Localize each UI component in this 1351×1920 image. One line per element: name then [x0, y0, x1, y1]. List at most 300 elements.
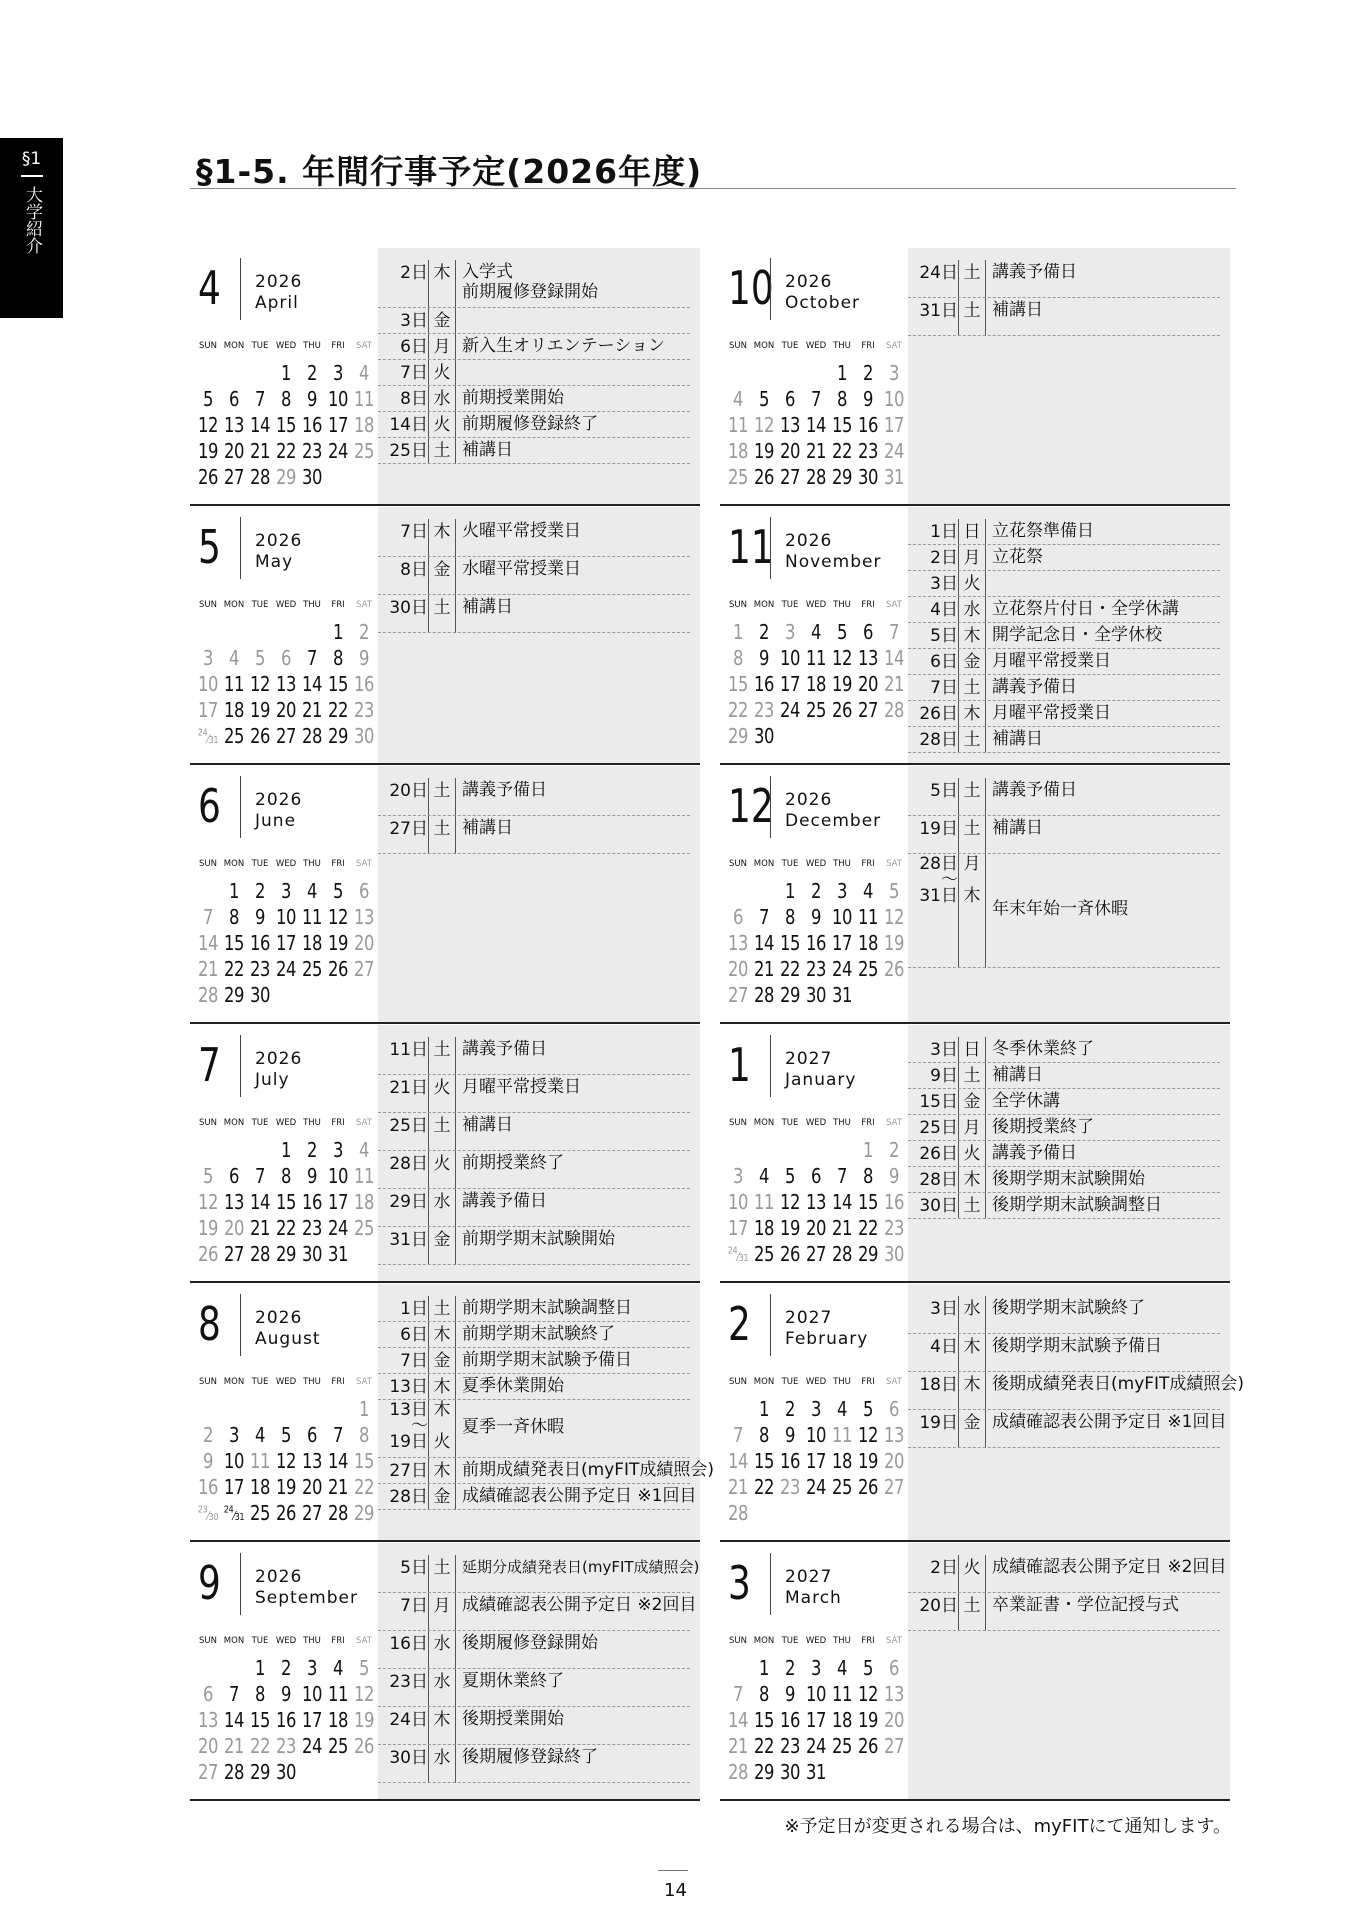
- calendar-day: 18: [831, 1449, 853, 1473]
- calendar-day: 11: [727, 413, 749, 437]
- weekday-label: SUN: [199, 1377, 217, 1387]
- calendar-day: 20: [223, 439, 245, 463]
- calendar-day: 5: [254, 646, 266, 670]
- calendar-day: 14: [727, 1708, 749, 1732]
- calendar-day: 8: [758, 1682, 770, 1706]
- calendar-day: 4: [836, 1656, 848, 1680]
- calendar-day: 30: [301, 465, 323, 489]
- calendar-day: 27: [197, 1760, 219, 1784]
- event-text: 講義予備日: [992, 780, 1077, 800]
- event-row: [908, 571, 1230, 597]
- calendar-day: 8: [784, 905, 796, 929]
- weekday-label: FRI: [861, 1636, 875, 1646]
- calendar-day: 14: [753, 931, 775, 955]
- calendar-day: 19: [353, 1708, 375, 1732]
- weekday-label: MON: [223, 1636, 245, 1646]
- event-date: 1日: [930, 522, 958, 542]
- event-date: 16日: [389, 1634, 428, 1654]
- event-weekday: 火: [958, 571, 986, 597]
- month-block-october: [720, 248, 1230, 506]
- event-divider: [908, 335, 1220, 336]
- event-row: [378, 519, 700, 557]
- weekday-label: FRI: [861, 1377, 875, 1387]
- month-divider: [770, 776, 771, 838]
- calendar-day: 7: [836, 1164, 848, 1188]
- month-divider: [240, 1294, 241, 1356]
- calendar-day: 12: [857, 1682, 879, 1706]
- event-row: [378, 1348, 700, 1374]
- calendar-day: $^{24}$⁄31: [727, 1245, 749, 1264]
- event-weekday: 金: [428, 1484, 456, 1510]
- event-text: 前期学期末試験予備日: [462, 1350, 632, 1370]
- calendar-day: 5: [332, 879, 344, 903]
- event-weekday: 火: [428, 412, 456, 438]
- event-date: 3日: [930, 1299, 958, 1319]
- event-weekday: 木: [428, 519, 456, 557]
- calendar-day: 19: [249, 698, 271, 722]
- weekday-label: SAT: [356, 1636, 372, 1646]
- event-date: 24日: [919, 263, 958, 283]
- event-row: [908, 727, 1230, 753]
- calendar-day: 9: [810, 905, 822, 929]
- weekday-label: FRI: [331, 600, 345, 610]
- calendar-day: 20: [805, 1216, 827, 1240]
- weekday-label: FRI: [331, 859, 345, 869]
- event-text: 延期分成績発表日(myFIT成績照会): [462, 1558, 700, 1576]
- weekday-label: FRI: [331, 1118, 345, 1128]
- event-weekday: 木: [958, 1372, 986, 1410]
- event-weekday: 火: [428, 360, 456, 386]
- calendar-day: 26: [353, 1734, 375, 1758]
- weekday-label: SAT: [886, 859, 902, 869]
- event-date: 27日: [389, 1461, 428, 1481]
- weekday-label: TUE: [781, 1118, 799, 1128]
- calendar-day: 10: [197, 672, 219, 696]
- event-text: 後期授業終了: [992, 1117, 1094, 1137]
- event-date: 26日: [919, 1144, 958, 1164]
- event-weekday: 土: [428, 778, 456, 816]
- event-weekday: 木 火: [428, 1400, 456, 1458]
- event-weekday: 土: [958, 816, 986, 854]
- calendar-day: 5: [358, 1656, 370, 1680]
- event-weekday: 木: [958, 623, 986, 649]
- events-panel: [908, 766, 1230, 1022]
- calendar-day: 11: [249, 1449, 271, 1473]
- calendar-day: 30: [353, 724, 375, 748]
- calendar-day: 29: [831, 465, 853, 489]
- event-date: 3日: [930, 1040, 958, 1060]
- calendar-day: 25: [327, 1734, 349, 1758]
- calendar-day: 3: [836, 879, 848, 903]
- calendar-day: 25: [831, 1475, 853, 1499]
- calendar-day: 6: [784, 387, 796, 411]
- weekday-label: SAT: [356, 1377, 372, 1387]
- event-weekday: 土: [428, 438, 456, 464]
- side-tab-label: 大学紹介: [22, 186, 42, 254]
- calendar-day: 12: [249, 672, 271, 696]
- calendar-day: 2: [784, 1656, 796, 1680]
- month-divider: [240, 258, 241, 320]
- event-date: 28日 〜 31日: [919, 854, 958, 906]
- month-divider: [240, 776, 241, 838]
- event-date: 28日: [389, 1487, 428, 1507]
- event-text: 後期授業開始: [462, 1709, 564, 1729]
- event-row: [378, 1593, 700, 1631]
- event-date: 25日: [919, 1118, 958, 1138]
- calendar-day: 17: [327, 413, 349, 437]
- event-date: 20日: [389, 781, 428, 801]
- calendar-day: 11: [301, 905, 323, 929]
- event-text: 後期学期末試験開始: [992, 1169, 1145, 1189]
- calendar-day: 20: [883, 1449, 905, 1473]
- event-row: [908, 1193, 1230, 1219]
- event-divider: [378, 1782, 690, 1783]
- calendar-day: 8: [836, 387, 848, 411]
- calendar-day: 24: [275, 957, 297, 981]
- calendar-day: 1: [358, 1397, 370, 1421]
- calendar-day: 1: [280, 1138, 292, 1162]
- weekday-label: SUN: [729, 1118, 747, 1128]
- calendar-day: 2: [862, 361, 874, 385]
- calendar-day: 14: [727, 1449, 749, 1473]
- calendar-day: 5: [888, 879, 900, 903]
- calendar-day: 2: [758, 620, 770, 644]
- calendar-day: 17: [805, 1708, 827, 1732]
- event-row: [378, 1707, 700, 1745]
- calendar-day: 30: [753, 724, 775, 748]
- calendar-day: 3: [280, 879, 292, 903]
- calendar-day: 9: [280, 1682, 292, 1706]
- events-panel: [908, 507, 1230, 763]
- calendar-day: 9: [784, 1423, 796, 1447]
- event-weekday: 土: [958, 778, 986, 816]
- event-weekday: 水: [428, 1745, 456, 1783]
- calendar-day: 7: [810, 387, 822, 411]
- event-text: 水曜平常授業日: [462, 559, 581, 579]
- calendar-day: 14: [831, 1190, 853, 1214]
- event-date: 28日: [919, 1170, 958, 1190]
- weekday-label: WED: [805, 1118, 827, 1128]
- calendar-day: 27: [223, 1242, 245, 1266]
- calendar-day: 6: [280, 646, 292, 670]
- event-text: 補講日: [992, 300, 1043, 320]
- calendar-day: 13: [883, 1423, 905, 1447]
- calendar-day: 14: [197, 931, 219, 955]
- calendar-day: 28: [727, 1501, 749, 1525]
- calendar-day: 20: [857, 672, 879, 696]
- calendar-day: 11: [327, 1682, 349, 1706]
- weekday-label: THU: [303, 859, 321, 869]
- calendar-day: 22: [327, 698, 349, 722]
- weekday-label: FRI: [861, 341, 875, 351]
- calendar-day: 11: [753, 1190, 775, 1214]
- weekday-label: SAT: [356, 859, 372, 869]
- calendar-day: 30: [249, 983, 271, 1007]
- calendar-day: 3: [228, 1423, 240, 1447]
- calendar-day: 31: [805, 1760, 827, 1784]
- calendar-day: 8: [732, 646, 744, 670]
- calendar-day: 11: [353, 1164, 375, 1188]
- event-row: [378, 412, 700, 438]
- calendar-day: 19: [275, 1475, 297, 1499]
- event-row: [908, 816, 1230, 854]
- calendar-day: 17: [223, 1475, 245, 1499]
- month-divider: [770, 258, 771, 320]
- event-weekday: 金: [958, 1089, 986, 1115]
- calendar-day: 3: [332, 361, 344, 385]
- event-row: [908, 1372, 1245, 1410]
- event-weekday: 水: [958, 597, 986, 623]
- event-text: 前期学期末試験終了: [462, 1324, 615, 1344]
- event-row: [908, 778, 1230, 816]
- month-divider: [770, 517, 771, 579]
- calendar-day: 20: [727, 957, 749, 981]
- event-weekday: 土: [428, 1037, 456, 1075]
- event-date: 27日: [389, 819, 428, 839]
- calendar-day: 23: [275, 1734, 297, 1758]
- event-text: 月曜平常授業日: [992, 703, 1111, 723]
- month-year: 2027: [785, 1308, 833, 1328]
- month-name: May: [255, 552, 294, 572]
- event-weekday: 土: [958, 1063, 986, 1089]
- event-weekday: 木: [958, 701, 986, 727]
- calendar-day: 21: [327, 1475, 349, 1499]
- calendar-day: 14: [805, 413, 827, 437]
- calendar-day: 14: [249, 1190, 271, 1214]
- calendar-day: 30: [857, 465, 879, 489]
- month-bottom-rule: [190, 1281, 700, 1283]
- calendar-day: 9: [862, 387, 874, 411]
- weekday-label: SAT: [356, 341, 372, 351]
- event-text: 前期学期末試験開始: [462, 1229, 615, 1249]
- calendar-day: 29: [353, 1501, 375, 1525]
- weekday-label: WED: [805, 1377, 827, 1387]
- calendar-day: 18: [831, 1708, 853, 1732]
- page-title: §1-5. 年間行事予定(2026年度): [196, 152, 703, 191]
- event-row: [378, 1669, 700, 1707]
- event-divider: [908, 1218, 1220, 1219]
- weekday-label: THU: [303, 1377, 321, 1387]
- events-panel: [378, 248, 700, 504]
- event-date: 19日: [919, 819, 958, 839]
- calendar-day: 11: [831, 1682, 853, 1706]
- calendar-day: 21: [883, 672, 905, 696]
- event-date: 30日: [919, 1196, 958, 1216]
- event-date: 11日: [389, 1040, 428, 1060]
- event-weekday: 金: [428, 1348, 456, 1374]
- event-text: 補講日: [992, 1065, 1043, 1085]
- month-bottom-rule: [190, 504, 700, 506]
- calendar-day: 18: [805, 672, 827, 696]
- events-panel: [378, 507, 700, 763]
- calendar-day: 1: [332, 620, 344, 644]
- weekday-label: MON: [223, 600, 245, 610]
- calendar-day: 29: [275, 465, 297, 489]
- calendar-day: 18: [727, 439, 749, 463]
- event-row: [378, 1400, 700, 1458]
- calendar-day: 24: [805, 1734, 827, 1758]
- month-number: 11: [728, 520, 774, 574]
- side-tab: [0, 138, 63, 318]
- event-weekday: 土: [958, 675, 986, 701]
- event-weekday: 水: [428, 1669, 456, 1707]
- calendar-day: 13: [857, 646, 879, 670]
- event-text: 前期履修登録終了: [462, 414, 598, 434]
- weekday-label: SUN: [199, 1636, 217, 1646]
- event-text: 講義予備日: [992, 677, 1077, 697]
- calendar-day: 14: [249, 413, 271, 437]
- event-date: 28日: [919, 730, 958, 750]
- event-divider: [378, 1509, 690, 1510]
- event-row: [908, 298, 1230, 336]
- weekday-label: MON: [223, 1377, 245, 1387]
- weekday-label: TUE: [781, 1636, 799, 1646]
- calendar-day: 25: [353, 439, 375, 463]
- calendar-day: 26: [857, 1475, 879, 1499]
- event-row: [908, 545, 1230, 571]
- calendar-day: 26: [857, 1734, 879, 1758]
- event-weekday: 土: [428, 816, 456, 854]
- calendar-day: 22: [857, 1216, 879, 1240]
- calendar-day: 18: [327, 1708, 349, 1732]
- event-date: 2日: [400, 263, 428, 283]
- month-year: 2026: [255, 1567, 303, 1587]
- calendar-day: 24: [327, 1216, 349, 1240]
- calendar-day: 8: [358, 1423, 370, 1447]
- calendar-day: 23: [805, 957, 827, 981]
- event-row: [908, 623, 1230, 649]
- event-row: [378, 1458, 715, 1484]
- event-date: 6日: [400, 337, 428, 357]
- event-weekday: 金: [958, 649, 986, 675]
- month-block-june: [190, 766, 700, 1024]
- calendar-day: 17: [779, 672, 801, 696]
- calendar-day: 1: [758, 1397, 770, 1421]
- month-number: 9: [198, 1556, 221, 1610]
- month-number: 1: [728, 1038, 751, 1092]
- calendar-day: 11: [857, 905, 879, 929]
- weekday-label: THU: [303, 600, 321, 610]
- event-weekday: 月: [428, 334, 456, 360]
- event-row: [378, 1075, 700, 1113]
- event-date: 18日: [919, 1375, 958, 1395]
- calendar-day: 7: [888, 620, 900, 644]
- calendar-day: 26: [327, 957, 349, 981]
- calendar-day: 4: [358, 361, 370, 385]
- calendar-day: 1: [732, 620, 744, 644]
- event-weekday: 日: [958, 1037, 986, 1063]
- calendar-day: 6: [228, 387, 240, 411]
- events-panel: [378, 1025, 700, 1281]
- calendar-day: 28: [301, 724, 323, 748]
- calendar-day: 20: [353, 931, 375, 955]
- calendar-day: 12: [831, 646, 853, 670]
- weekday-label: MON: [753, 341, 775, 351]
- calendar-day: 21: [249, 439, 271, 463]
- calendar-day: 26: [779, 1242, 801, 1266]
- events-panel: [908, 248, 1230, 504]
- weekday-label: TUE: [781, 859, 799, 869]
- calendar-day: 10: [275, 905, 297, 929]
- weekday-label: WED: [805, 341, 827, 351]
- event-date: 4日: [930, 1337, 958, 1357]
- calendar-day: 28: [831, 1242, 853, 1266]
- calendar-day: 24: [883, 439, 905, 463]
- calendar-day: 28: [197, 983, 219, 1007]
- calendar-day: 22: [779, 957, 801, 981]
- event-row: [908, 597, 1230, 623]
- event-date: 23日: [389, 1672, 428, 1692]
- calendar-day: 28: [753, 983, 775, 1007]
- calendar-day: 1: [758, 1656, 770, 1680]
- calendar-day: 2: [202, 1423, 214, 1447]
- weekday-label: SUN: [199, 341, 217, 351]
- event-text: 火曜平常授業日: [462, 521, 581, 541]
- calendar-day: 20: [275, 698, 297, 722]
- event-row: [908, 1141, 1230, 1167]
- month-number: 4: [198, 261, 221, 315]
- month-name: February: [785, 1329, 869, 1349]
- calendar-day: 16: [249, 931, 271, 955]
- calendar-day: 3: [306, 1656, 318, 1680]
- calendar-day: 19: [327, 931, 349, 955]
- calendar-day: 30: [779, 1760, 801, 1784]
- calendar-day: 17: [831, 931, 853, 955]
- event-row: [378, 1151, 700, 1189]
- calendar-day: 1: [784, 879, 796, 903]
- calendar-day: 26: [197, 465, 219, 489]
- event-weekday: 土: [428, 1296, 456, 1322]
- month-bottom-rule: [720, 1540, 1230, 1542]
- calendar-day: 4: [836, 1397, 848, 1421]
- calendar-day: 27: [223, 465, 245, 489]
- calendar-day: 6: [862, 620, 874, 644]
- calendar-day: 28: [805, 465, 827, 489]
- calendar-day: 5: [784, 1164, 796, 1188]
- weekday-label: THU: [833, 1118, 851, 1128]
- month-name: July: [255, 1070, 290, 1090]
- calendar-day: 2: [254, 879, 266, 903]
- calendar-day: 22: [753, 1475, 775, 1499]
- calendar-day: 16: [301, 1190, 323, 1214]
- calendar-day: 12: [353, 1682, 375, 1706]
- event-date: 25日: [389, 441, 428, 461]
- calendar-day: 29: [753, 1760, 775, 1784]
- calendar-day: 3: [810, 1397, 822, 1421]
- calendar-day: 6: [202, 1682, 214, 1706]
- event-row: [378, 816, 700, 854]
- month-divider: [240, 1553, 241, 1615]
- weekday-label: SUN: [199, 1118, 217, 1128]
- calendar-day: 26: [249, 724, 271, 748]
- calendar-day: 11: [223, 672, 245, 696]
- calendar-day: 27: [883, 1475, 905, 1499]
- month-name: January: [785, 1070, 857, 1090]
- event-text: 夏季一斉休暇: [462, 1417, 564, 1437]
- weekday-label: TUE: [781, 600, 799, 610]
- calendar-day: 28: [727, 1760, 749, 1784]
- weekday-label: WED: [275, 341, 297, 351]
- calendar-day: 25: [301, 957, 323, 981]
- month-number: 10: [728, 261, 774, 315]
- calendar-day: 18: [301, 931, 323, 955]
- weekday-label: TUE: [251, 859, 269, 869]
- event-weekday: 月: [428, 1593, 456, 1631]
- weekday-label: FRI: [331, 341, 345, 351]
- calendar-day: 28: [249, 1242, 271, 1266]
- calendar-day: 23: [249, 957, 271, 981]
- month-year: 2027: [785, 1567, 833, 1587]
